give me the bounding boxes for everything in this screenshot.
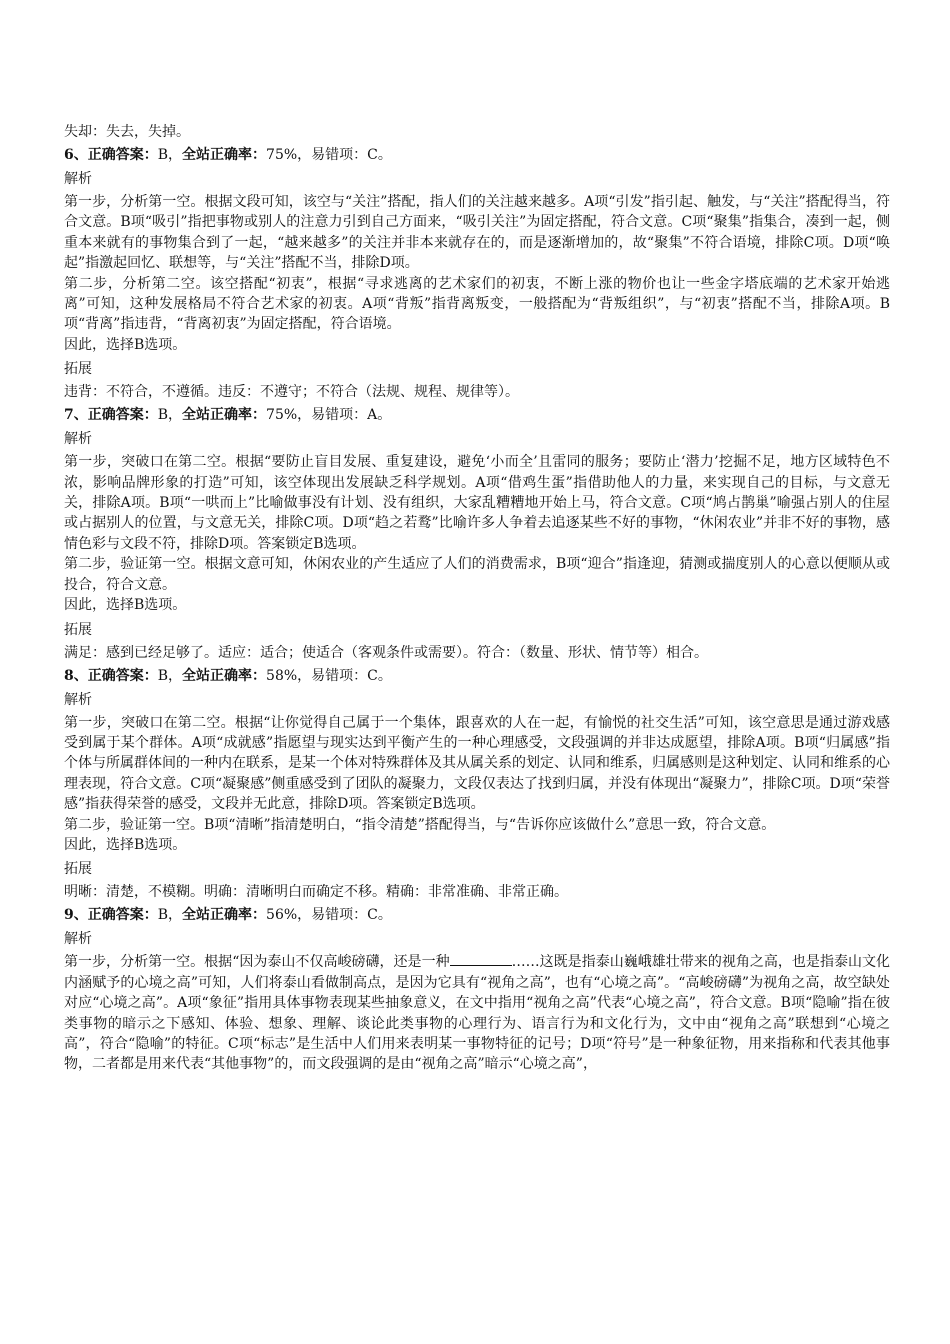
analysis-label: 解析 (64, 691, 92, 708)
extension-text: 违背：不符合，不遵循。违反：不遵守；不符合（法规、规程、规律等）。 (64, 384, 519, 401)
rate-label: 全站正确率： (182, 907, 267, 924)
extension-label: 拓展 (64, 621, 92, 638)
rate-value: 75%， (266, 147, 312, 163)
wrong-label: 易错项： (311, 147, 368, 163)
extension-label: 拓展 (64, 361, 92, 378)
question-number: 6、 (64, 147, 88, 163)
correct-value: B， (157, 667, 183, 684)
question-8 (64, 666, 890, 903)
wrong-value: C。 (367, 667, 392, 684)
rate-label: 全站正确率： (182, 667, 267, 684)
wrong-value: A。 (367, 407, 392, 424)
analysis-paragraph: 第一步，突破口在第二空。根据“要防止盲目发展、重复建设，避免‘小而全’且雷同的服务；要防止‘潜力’挖掘不足，地方区域特色不浓，影响品牌形象的打造”可知，该空体现出发展缺乏科学规划。A项“借鸡生蛋”指借助他人的力量，来实现自己的目标，与文意无关，排除A项。B项“一哄而上”比喻做事没有计划、没有组织，大家乱糟糟地开始上马，符合文意。C项“鸠占鹊巢”喻强占别人的住屋或占据别人的位置，与文意无关，排除C项。D项“趋之若鹜”比喻许多人争着去追逐某些不好的事物，“休闲农业”并非不好的事物，感情色彩与文段不符，排除D项。答案锁定B选项。 (64, 454, 890, 552)
wrong-value: C。 (367, 907, 392, 924)
analysis-paragraph: 第二步，验证第一空。B项“清晰”指清楚明白，“指令清楚”搭配得当，与“告诉你应该做什么”意思一致，符合文意。 (64, 816, 776, 833)
extension-label: 拓展 (64, 861, 92, 878)
wrong-value: C。 (367, 147, 392, 163)
correct-value: B， (157, 407, 183, 424)
fill-blank (450, 953, 512, 966)
wrong-label: 易错项： (311, 667, 368, 684)
analysis-label: 解析 (64, 931, 92, 948)
correct-label: 正确答案： (87, 907, 158, 924)
analysis-paragraph: 第二步，验证第一空。根据文意可知，休闲农业的产生适应了人们的消费需求，B项“迎合”指逢迎，猜测或揣度别人的心意以便顺从或投合，符合文意。 (64, 556, 890, 593)
rate-value: 56%， (266, 907, 312, 924)
answer-line (64, 666, 890, 686)
correct-label: 正确答案： (87, 407, 158, 424)
question-9 (64, 905, 890, 1074)
question-number: 7、 (64, 407, 88, 424)
analysis-label: 解析 (64, 431, 92, 448)
analysis-paragraph: 因此，选择B选项。 (64, 597, 187, 614)
correct-value: B， (157, 147, 183, 163)
wrong-label: 易错项： (311, 407, 368, 424)
top-line: 失却：失去，失掉。 (64, 124, 190, 140)
analysis-label: 解析 (64, 171, 92, 187)
extension-text: 明晰：清楚，不模糊。明确：清晰明白而确定不移。精确：非常准确、非常正确。 (64, 884, 568, 901)
answer-line (64, 145, 890, 165)
analysis-paragraph: 因此，选择B选项。 (64, 336, 187, 353)
answer-line (64, 405, 890, 425)
correct-value: B， (157, 907, 183, 924)
rate-label: 全站正确率： (182, 147, 267, 163)
rate-value: 75%， (266, 407, 312, 424)
question-7 (64, 405, 890, 662)
analysis-paragraph: 第一步，突破口在第二空。根据“让你觉得自己属于一个集体，跟喜欢的人在一起，有愉悦的社交生活”可知，该空意思是通过游戏感受到属于某个群体。A项“成就感”指愿望与现实达到平衡产生的一种心理感受，文段强调的并非达成愿望，排除A项。B项“归属感”指个体与所属群体间的一种内在联系，是某一个体对特殊群体及其从属关系的划定、认同和维系，归属感则是这种划定、认同和维系的心理表现，符合文意。C项“凝聚感”侧重感受到了团队的凝聚力，文段仅表达了找到归属，并没有体现出“凝聚力”，排除C项。D项“荣誉感”指获得荣誉的感受，文段并无此意，排除D项。答案锁定B选项。 (64, 714, 890, 813)
correct-label: 正确答案： (87, 667, 158, 684)
analysis-text-after-blank: ……这既是指泰山巍峨雄壮带来的视角之高，也是指泰山文化内涵赋予的心境之高”可知，人们将泰山看做制高点，是因为它具有“视角之高”，也有“心境之高”。“高峻磅礴”为视角之高，故空缺处对应“心境之高”。A项“象征”指用具体事物表现某些抽象意义，在文中指用“视角之高”代表“心境之高”，符合文意。B项“隐喻”指在彼类事物的暗示之下感知、体验、想象、理解、谈论此类事物的心理行为、语言行为和文化行为，文中由“视角之高”联想到“心境之高”，符合“隐喻”的特征。C项“标志”是生活中人们用来表明某一事物特征的记号；D项“符号”是一种象征物，用来指称和代表其他事物，二者都是用来代表“其他事物”的，而文段强调的是由“视角之高”暗示“心境之高”， (64, 954, 891, 1073)
analysis-paragraph: 第二步，分析第二空。该空搭配“初衷”，根据“寻求逃离的艺术家们的初衷，不断上涨的物价也让一些金字塔底端的艺术家开始逃离”可知，这种发展格局不符合艺术家的初衷。A项“背叛”指背离叛变，一般搭配为“背叛组织”，与“初衷”搭配不当，排除A项。B项“背离”指违背，“背离初衷”为固定搭配，符合语境。 (64, 275, 890, 333)
extension-text: 满足：感到已经足够了。适应：适合；使适合（客观条件或需要）。符合：（数量、形状、情节等）相合。 (64, 644, 708, 661)
question-6 (64, 145, 890, 402)
rate-label: 全站正确率： (182, 407, 267, 424)
wrong-label: 易错项： (311, 907, 368, 924)
question-number: 8、 (64, 667, 88, 684)
analysis-paragraph: 因此，选择B选项。 (64, 836, 187, 853)
analysis-paragraph: 第一步，分析第一空。根据文段可知，该空与“关注”搭配，指人们的关注越来越多。A项“引发”指引起、触发，与“关注”搭配得当，符合文意。B项“吸引”指把事物或别人的注意力引到自己方面来，“吸引关注”为固定搭配，符合文意。C项“聚集”指集合，凑到一起，侧重本来就有的事物集合到了一起，“越来越多”的关注并非本来就存在的，而是逐渐增加的，故“聚集”不符合语境，排除C项。D项“唤起”指激起回忆、联想等，与“关注”搭配不当，排除D项。 (64, 194, 890, 272)
correct-label: 正确答案： (87, 147, 158, 163)
analysis-text-before-blank: 第一步，分析第一空。根据“因为泰山不仅高峻磅礴，还是一种 (64, 954, 450, 971)
answer-line (64, 905, 890, 925)
rate-value: 58%， (266, 667, 312, 684)
document-page (64, 122, 890, 1075)
question-number: 9、 (64, 907, 88, 924)
analysis-paragraph (64, 952, 890, 1074)
